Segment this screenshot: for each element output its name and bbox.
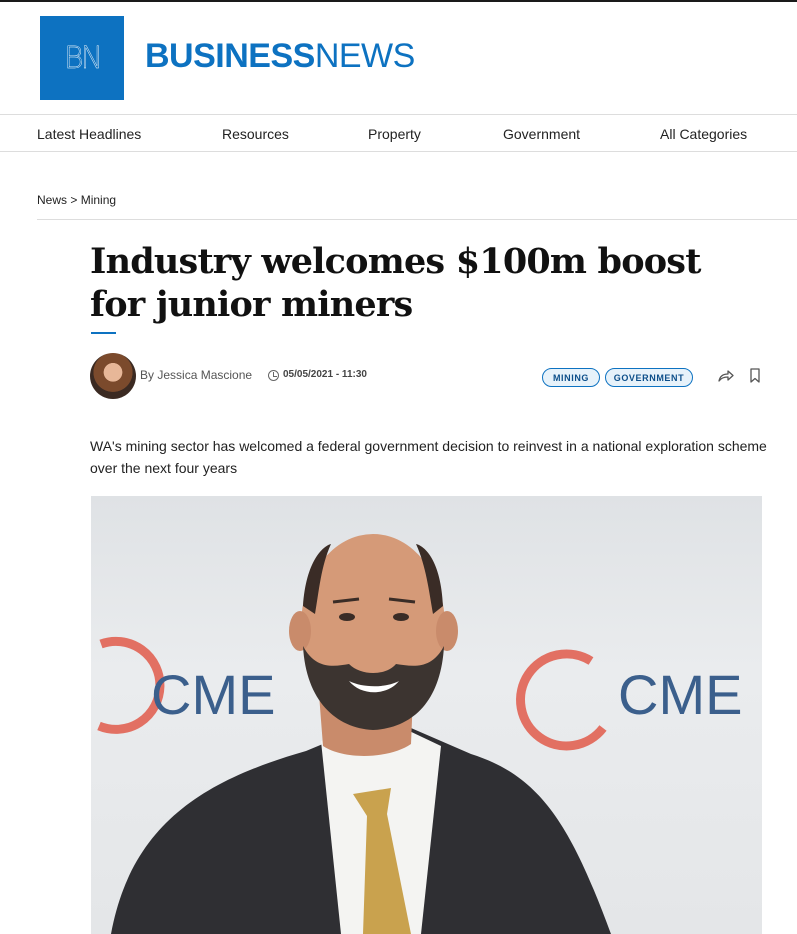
logo-word-business: BUSINESS (145, 37, 315, 75)
nav-resources[interactable]: Resources (222, 126, 289, 142)
clock-icon (268, 370, 279, 381)
byline (140, 368, 252, 382)
article-standfirst: WA's mining sector has welcomed a federal government decision to reinvest in a national exploration scheme over the next four years (90, 438, 767, 476)
nav-latest-headlines[interactable]: Latest Headlines (37, 126, 142, 142)
cme-logo-text-left: CME (151, 663, 276, 726)
logo-mark[interactable] (40, 16, 124, 100)
hero-photo (91, 496, 762, 934)
publish-datetime: 05/05/2021 - 11:30 (283, 369, 367, 380)
byline-prefix: By (140, 368, 155, 382)
breadcrumb-mining[interactable]: Mining (80, 193, 117, 207)
main-nav (0, 114, 797, 152)
breadcrumb-separator: > (70, 193, 78, 207)
nav-all-categories[interactable]: All Categories (660, 126, 748, 142)
tag-mining[interactable]: MINING (542, 368, 600, 387)
author-name[interactable]: Jessica Mascione (157, 368, 253, 382)
share-icon[interactable] (717, 368, 735, 384)
site-logo-wordmark[interactable] (145, 36, 415, 76)
title-accent-bar (91, 332, 116, 334)
author-avatar[interactable] (90, 353, 136, 399)
top-border (0, 0, 797, 2)
cme-logo-text-right: CME (618, 663, 743, 726)
nav-government[interactable]: Government (503, 126, 581, 142)
bookmark-icon[interactable] (749, 368, 761, 384)
tag-government[interactable]: GOVERNMENT (605, 368, 693, 387)
article-title: Industry welcomes $100m boost for junior miners (90, 241, 701, 325)
breadcrumb (37, 193, 116, 207)
breadcrumb-divider (37, 219, 797, 220)
logo-word-news: NEWS (314, 37, 415, 75)
cme-logo-ring-right (521, 654, 603, 746)
article-hero-image (91, 496, 762, 934)
breadcrumb-news[interactable]: News (37, 193, 68, 207)
logo-mark-text: BN (63, 40, 101, 76)
nav-property[interactable]: Property (368, 126, 421, 142)
